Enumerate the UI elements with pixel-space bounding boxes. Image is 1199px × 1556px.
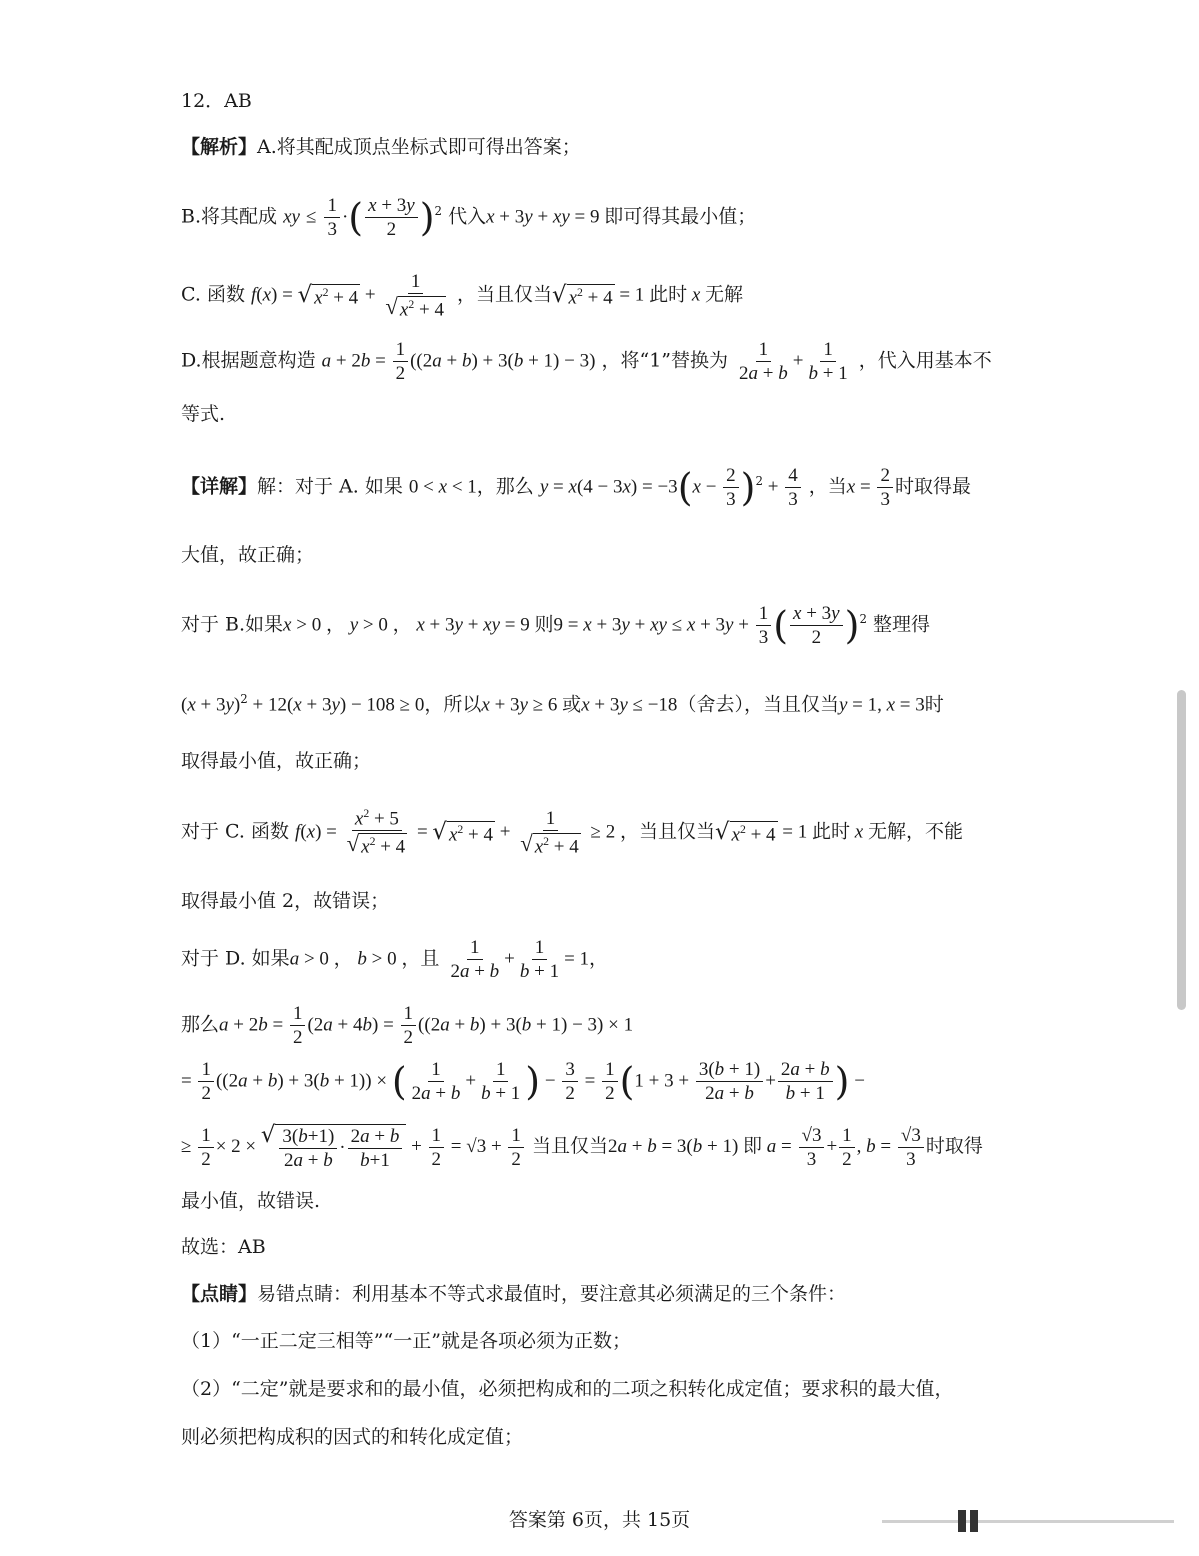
vertical-scrollbar[interactable] (1177, 690, 1186, 1010)
analysis-c-post: 此时 (649, 283, 688, 306)
detail-d-and: ，且 (401, 947, 440, 970)
detail-d2-line: 那么a + 2b = $\frac{1}{2}$ (2a + 4b) = $\frac{1}{2}$ ((2a + b) + 3(b + 1) − 3) × 1 (181, 1003, 634, 1048)
tips-label: 【点睛】 (181, 1283, 258, 1305)
detail-a-text: 解：对于 A. 如果 (257, 475, 403, 498)
detail-b-then: 则 (534, 613, 554, 636)
detail-a-mid: ，那么 (476, 475, 534, 498)
analysis-b-post: 即可得其最小值； (604, 205, 757, 228)
detail-d2-pre: 那么 (181, 1013, 220, 1036)
detail-d-text: 对于 D. 如果 (181, 947, 290, 970)
tips-point-1: （1）“一正二定三相等”“一正”就是各项必须为正数； (181, 1330, 631, 1352)
tips-intro-line (181, 1285, 846, 1304)
detail-b-post: 整理得 (872, 613, 930, 636)
analysis-c-mid: ，当且仅当 (457, 283, 553, 306)
detail-a-line: 【详解】解：对于 A. 如果 0 < x < 1，那么 y = x(4 − 3x) = −3(x − $\frac{2}{3}$ )$^2$ + $\frac{4}{3}$ ，当x = $\frac{2}{3}$ 时取得最 (181, 465, 971, 510)
detail-c-text: 对于 C. 函数 (181, 820, 289, 843)
final-answer: 故选：AB (181, 1236, 266, 1258)
detail-b-text: 对于 B.如果 (181, 613, 284, 636)
detail-d4-pre: 当且仅当 (531, 1135, 608, 1157)
toolbar-handle-icon[interactable] (970, 1510, 978, 1532)
detail-label: 【详解】 (181, 475, 258, 498)
detail-d-line: 对于 D. 如果a > 0 ， b > 0 ，且 $\frac{1}{2a + b}$ + $\frac{1}{b + 1}$ = 1， (181, 937, 609, 982)
detail-c-end: 无解，不能 (867, 820, 963, 843)
detail-d4-line: ≥ $\frac{1}{2}$ × 2 × √ $\frac{3(b+1)}{2a + b}$ · $\frac{2a + b}{b+1}$ + $\frac{1}{2}$ = √3 + $\frac{1}{2}$ 当且仅当2a + b = 3(b + 1) 即 a = $\frac{√3}{3}$ + $\frac{1}{2}$ , b = $\frac{√3}{3}$ 时取得 (181, 1122, 983, 1171)
toolbar-handle-icon[interactable] (958, 1510, 966, 1532)
analysis-d-mid: ，将“1”替换为 (601, 349, 728, 372)
detail-c2: 取得最小值 2，故错误； (181, 890, 390, 912)
detail-b2-so: ，所以 (424, 693, 482, 716)
analysis-b-text: B.将其配成 (181, 205, 278, 228)
detail-b2-line: $(x + 3y)^2 + 12(x + 3y) - 108 \ge 0$，所以x + 3y ≥ 6 或x + 3y ≤ −18（舍去），当且仅当y = 1, x = 3时 (181, 692, 944, 716)
detail-b2-or: 或 (562, 693, 582, 716)
detail-c-line: 对于 C. 函数 f(x) = $x^2 + 5$ √ $x^2 + 4$ = √ $x^2 + 4$ + 1 √ $x^2 + 4$ ≥ 2 ，当且仅当 √ $x^2 + 4$ = 1 此时 x 无解，不能 (181, 807, 963, 858)
detail-d3-line: = $\frac{1}{2}$ ((2a + b) + 3(b + 1)) × ( $\frac{1}{2a + b}$ + $\frac{1}{b + 1}$ ) − $\frac{3}{2}$ = $\frac{1}{2}$ (1 + 3 + $\frac{3(b + 1)}{2a + b}$ + $\frac{2a + b}{b + 1}$ ) − (181, 1059, 865, 1104)
toolbar-track (882, 1520, 1174, 1523)
analysis-c-line: C. 函数 f(x) = √ $x^2 + 4$ + 1 √ $x^2 + 4$ ，当且仅当 √ $x^2 + 4$ = 1 此时 x 无解 (181, 271, 744, 321)
detail-c-post: 此时 (812, 820, 851, 843)
tips-intro: 易错点睛：利用基本不等式求最值时，要注意其必须满足的三个条件： (257, 1283, 847, 1305)
analysis-b-line: B.将其配成 xy ≤ $\frac{1}{3}$ ·( $\frac{x + 3y}{2}$ )$^2$ 代入x + 3y + xy = 9 即可得其最小值； (181, 195, 757, 240)
detail-b3: 取得最小值，故正确； (181, 750, 372, 772)
detail-c-mid: ，当且仅当 (619, 820, 715, 843)
analysis-d-post: ，代入用基本不 (858, 349, 992, 372)
detail-b2-discard: （舍去），当且仅当 (677, 693, 839, 716)
analysis-d-text: D.根据题意构造 (181, 349, 316, 372)
analysis-a-text: A.将其配成顶点坐标式即可得出答案； (257, 136, 581, 158)
analysis-c-text: C. 函数 (181, 283, 245, 306)
detail-d4-ie: 即 (743, 1135, 763, 1157)
detail-a-post: 时取得最 (894, 475, 971, 498)
detail-a-end: 大值，故正确； (181, 544, 315, 566)
tips-point-2: （2）“二定”就是要求和的最小值，必须把构成和的二项之积转化成定值；要求积的最大值， (181, 1378, 954, 1400)
detail-d4-post: 时取得 (925, 1135, 983, 1157)
page-footer: 答案第 6页，共 15页 (508, 1509, 691, 1531)
detail-a-when: ，当 (808, 475, 847, 498)
analysis-c-end: 无解 (705, 283, 744, 306)
analysis-label: 【解析】 (181, 136, 258, 158)
analysis-a-line (181, 138, 581, 157)
detail-b2-post: 时 (924, 693, 944, 716)
analysis-d-line: D.根据题意构造 a + 2b = $\frac{1}{2}$ ((2a + b) + 3(b + 1) − 3) ，将“1”替换为 $\frac{1}{2a + b}$ + $\frac{1}{b + 1}$ ，代入用基本不 (181, 339, 992, 384)
detail-d5: 最小值，故错误. (181, 1190, 321, 1212)
analysis-d-end: 等式. (181, 403, 226, 425)
question-number: 12．AB (181, 90, 252, 112)
analysis-b-mid: 代入 (448, 205, 487, 228)
detail-b-line: 对于 B.如果x > 0 ， y > 0 ， x + 3y + xy = 9 则9 = x + 3y + xy ≤ x + 3y + $\frac{1}{3}$ ( $\frac{x + 3y}{2}$ )$^2$ 整理得 (181, 603, 930, 648)
tips-point-2b: 则必须把构成积的因式的和转化成定值； (181, 1426, 524, 1448)
bottom-toolbar[interactable] (882, 1510, 1174, 1534)
